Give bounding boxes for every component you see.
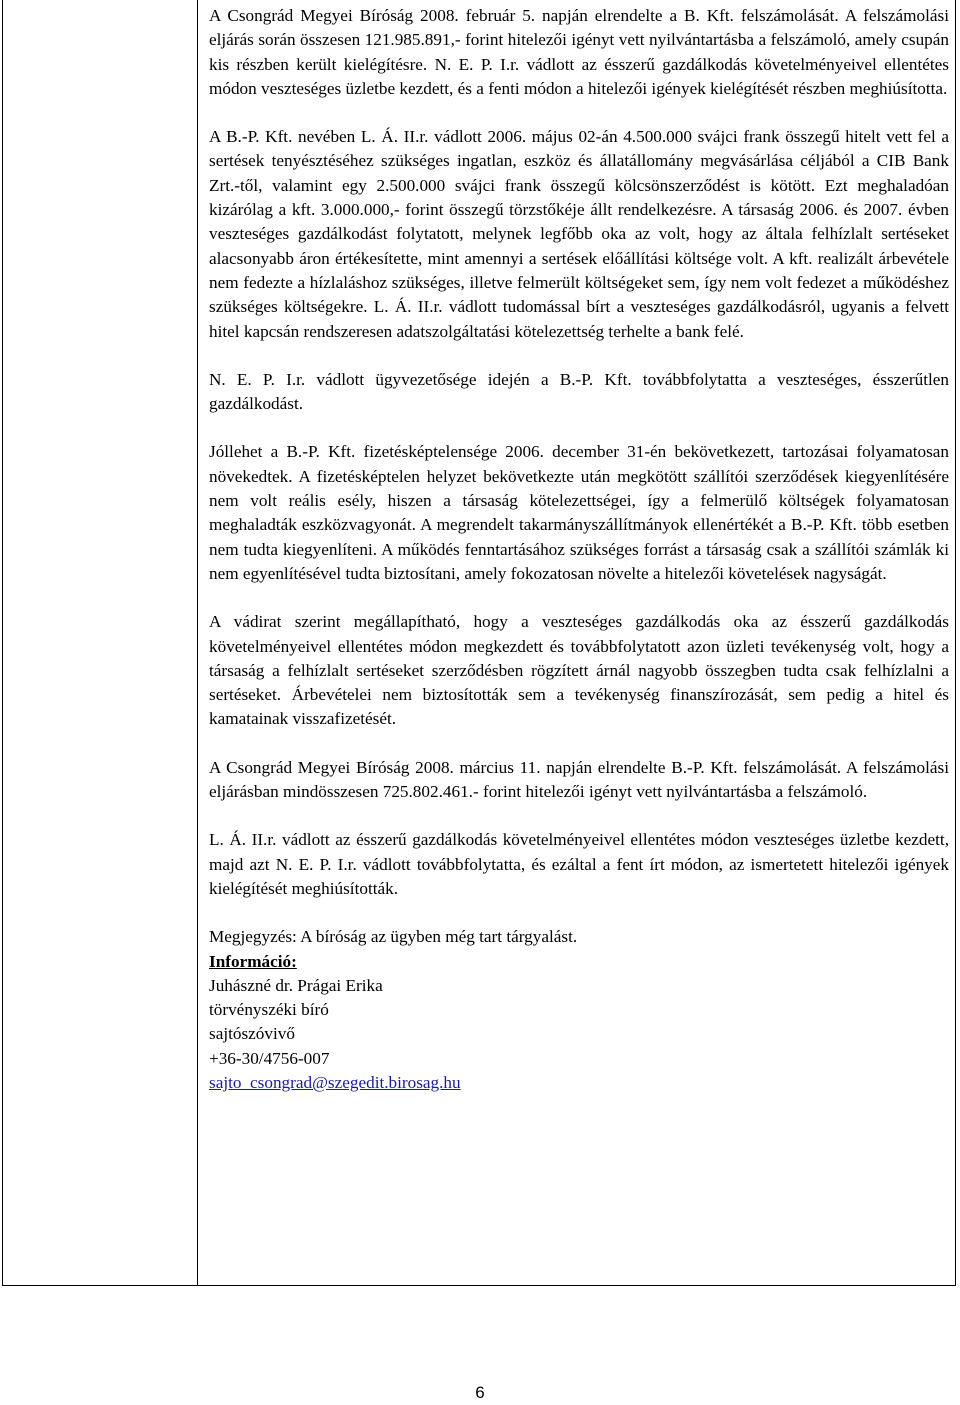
paragraph-liquidation-bp-kft: A Csongrád Megyei Bíróság 2008. március 11. napján elrendelte B.-P. Kft. felszámolását. A felszámolási eljárásban mindösszesen 725.802.461.- forint hitelezői igényt vett nyilvántartásba a felszámoló. <box>209 757 949 802</box>
contact-phone: +36-30/4756-007 <box>209 1048 330 1068</box>
paragraph-loan-details: A B.-P. Kft. nevében L. Á. II.r. vádlott 2006. május 02-án 4.500.000 svájci frank összegű hitelt vett fel a sertések tenyésztéséhez szükséges ingatlan, eszköz és állatállomány megvásárlása céljából a CIB Bank Zrt.-től, valamint egy 2.500.000 svájci frank összegű kölcsönszerződést is kötött. Ezt meghaladóan kizárólag a kft. 3.000.000,- forint összegű törzstőkéje állt rendelkezésre. A társaság 2006. és 2007. évben veszteséges gazdálkodást folytatott, melynek legfőbb oka az volt, hogy az általa felhízlalt sertéseket alacsonyabb áron értékesítette, mint amennyi a sertések előállítási költsége volt. A kft. realizált árbevétele nem fedezte a hízlaláshoz szükséges, illetve felmerült költségeket sem, így nem volt fedezet a működéshez szükséges költségekre. L. Á. II.r. vádlott tudomással bírt a veszteséges gazdálkodásról, ugyanis a felvett hitel kapcsán rendszeresen adatszolgáltatási kötelezettség terhelte a bank felé. <box>209 127 949 341</box>
contact-email-link[interactable]: sajto_csongrad@szegedit.birosag.hu <box>209 1072 461 1092</box>
paragraph-conclusion: L. Á. II.r. vádlott az ésszerű gazdálkodás követelményeivel ellentétes módon veszteséges üzletbe kezdett, majd azt N. E. P. I.r. vádlott továbbfolytatta, és ezáltal a fent írt módon, az ismertetett hitelezői igények kielégítését meghiúsították. <box>209 830 949 898</box>
paragraph-continued-management: N. E. P. I.r. vádlott ügyvezetősége idején a B.-P. Kft. továbbfolytatta a veszteséges, ésszerűtlen gazdálkodást. <box>209 369 949 414</box>
info-title: Információ: <box>209 951 297 971</box>
paragraph-indictment-findings: A vádirat szerint megállapítható, hogy a veszteséges gazdálkodás oka az ésszerű gazdálkodás követelményeivel ellentétes módon megkezdett és továbbfolytatott azon üzleti tevékenység volt, hogy a társaság a felhízlalt sertéseket szerződésben rögzített árnál nagyobb összegben tudta csak felhízlalni a sertéseket. Árbevételei nem biztosították sem a tevékenység finanszírozását, sem pedig a hitel és kamatainak visszafizetését. <box>209 612 949 729</box>
contact-role-judge: törvényszéki bíró <box>209 1000 329 1020</box>
table-column-divider <box>197 0 198 1285</box>
paragraph-note: Megjegyzés: A bíróság az ügyben még tart tárgyalást. <box>209 927 578 947</box>
contact-name: Juhászné dr. Prágai Erika <box>209 975 383 995</box>
document-body <box>209 4 949 1095</box>
paragraph-insolvency: Jóllehet a B.-P. Kft. fizetésképtelensége 2006. december 31-én bekövetkezett, tartozásai folyamatosan növekedtek. A fizetésképtelen helyzet bekövetkezte után megkötött szállítói szerződések kiegyenlítésére nem volt reális esély, hiszen a társaság kötelezettségei, így a felmerülő költségek folyamatosan meghaladták eszközvagyonát. A megrendelt takarmányszállítmányok ellenértékét a B.-P. Kft. több esetben nem tudta kiegyenlíteni. A működés fenntartásához szükséges forrást a társaság csak a szállítói számlák ki nem egyenlítésével tudta biztosítani, amely fokozatosan növelte a hitelezői követelések nagyságát. <box>209 442 949 583</box>
paragraph-liquidation-b-kft: A Csongrád Megyei Bíróság 2008. február 5. napján elrendelte a B. Kft. felszámolását. A felszámolási eljárás során összesen 121.985.891,- forint hitelezői igényt vett nyilvántartásba a felszámoló, amely csupán kis részben került kielégítésre. N. E. P. I.r. vádlott az ésszerű gazdálkodás követelményeivel ellentétes módon veszteséges üzletbe kezdett, és a fenti módon a hitelezői igények kielégítését részben meghiúsította. <box>209 6 949 98</box>
page-number: 6 <box>475 1383 485 1402</box>
contact-role-spokesperson: sajtószóvivő <box>209 1024 295 1044</box>
